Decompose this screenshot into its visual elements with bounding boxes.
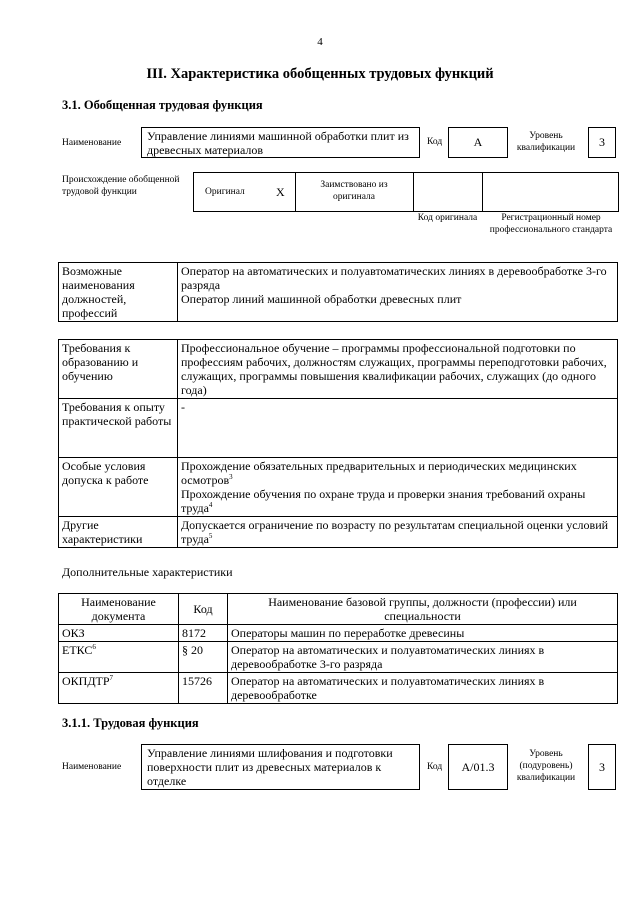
section-title: III. Характеристика обобщенных трудовых функций — [146, 66, 494, 82]
row-code: 8172 — [179, 625, 228, 642]
tf-name-label: Наименование — [62, 762, 122, 772]
tf-code-value: А/01.3 — [448, 744, 508, 790]
other-value — [178, 517, 618, 548]
origin-borrowed-label: Заимствовано из оригинала — [320, 180, 388, 202]
origin-divider-1 — [295, 173, 296, 211]
origin-original-mark: X — [276, 185, 285, 199]
positions-label: Возможные наименования должностей, профессий — [59, 263, 178, 322]
origin-divider-2 — [413, 173, 414, 211]
other-sup: 5 — [208, 532, 213, 540]
row-sup: 7 — [109, 674, 114, 682]
gtf-code-value: А — [448, 127, 508, 158]
exp-value: - — [178, 399, 618, 458]
subsubsection-title: 3.1.1. Трудовая функция — [62, 716, 199, 730]
gtf-level-label: Уровень квалификации — [516, 131, 576, 153]
exp-label: Требования к опыту практической работы — [59, 399, 178, 458]
table-row — [59, 642, 618, 673]
tf-level-label: Уровень (подуровень) квалификации — [516, 749, 576, 783]
special-value — [178, 458, 618, 517]
origin-divider-3 — [482, 173, 483, 211]
positions-line1: Оператор на автоматических и полуавтоматических линиях в деревообработке 3-го разряда — [181, 264, 607, 292]
subsection-title: 3.1. Обобщенная трудовая функция — [62, 98, 263, 112]
additional-table — [58, 593, 618, 704]
origin-code-caption: Код оригинала — [417, 213, 478, 223]
additional-title: Дополнительные характеристики — [62, 565, 233, 579]
page-number: 4 — [317, 36, 323, 48]
gtf-level-value: 3 — [588, 127, 616, 158]
origin-reg-caption: Регистрационный номер профессионального стандарта — [489, 213, 613, 235]
table-row — [59, 673, 618, 704]
tf-name-value: Управление линиями шлифования и подготовки поверхности плит из древесных материалов к отделке — [141, 744, 420, 790]
positions-value — [178, 263, 618, 322]
edu-value: Профессиональное обучение – программы профессиональной подготовки по профессиям рабочих, должностям служащих, программы переподготовки рабочих, служащих, программы повышения квалификации рабочих, служащих (до одного года) — [178, 340, 618, 399]
special-value2: Прохождение обучения по охране труда и проверки знания требований охраны труда — [181, 487, 586, 515]
row-doc: ОКПДТР — [62, 674, 110, 688]
additional-header-name: Наименование базовой группы, должности (профессии) или специальности — [228, 594, 618, 625]
other-label: Другие характеристики — [59, 517, 178, 548]
origin-box — [193, 172, 619, 212]
tf-level-value: 3 — [588, 744, 616, 790]
requirements-table — [58, 339, 618, 548]
row-name: Оператор на автоматических и полуавтоматических линиях в деревообработке — [228, 673, 618, 704]
tf-code-label: Код — [427, 762, 443, 772]
special-sup2: 4 — [208, 501, 213, 509]
additional-header-code: Код — [179, 594, 228, 625]
positions-line2: Оператор линий машинной обработки древесных плит — [181, 292, 462, 306]
edu-label: Требования к образованию и обучению — [59, 340, 178, 399]
row-code: § 20 — [179, 642, 228, 673]
row-code: 15726 — [179, 673, 228, 704]
row-name: Оператор на автоматических и полуавтоматических линиях в деревообработке 3-го разряда — [228, 642, 618, 673]
row-doc: ОКЗ — [62, 626, 85, 640]
other-value-text: Допускается ограничение по возрасту по результатам специальной оценки условий труда — [181, 518, 609, 546]
special-sup1: 3 — [229, 473, 233, 481]
gtf-code-label: Код — [427, 137, 443, 147]
special-label: Особые условия допуска к работе — [59, 458, 178, 517]
row-sup: 6 — [92, 643, 96, 651]
row-name: Операторы машин по переработке древесины — [228, 625, 618, 642]
row-doc: ЕТКС — [62, 643, 93, 657]
origin-original-label: Оригинал — [205, 187, 245, 197]
special-value1: Прохождение обязательных предварительных и периодических медицинских осмотров — [181, 459, 577, 487]
origin-label: Происхождение обобщенной трудовой функции — [62, 175, 180, 197]
gtf-name-label: Наименование — [62, 138, 122, 148]
table-row — [59, 625, 618, 642]
positions-table — [58, 262, 618, 322]
additional-header-doc: Наименование документа — [59, 594, 179, 625]
gtf-name-value: Управление линиями машинной обработки плит из древесных материалов — [141, 127, 420, 158]
